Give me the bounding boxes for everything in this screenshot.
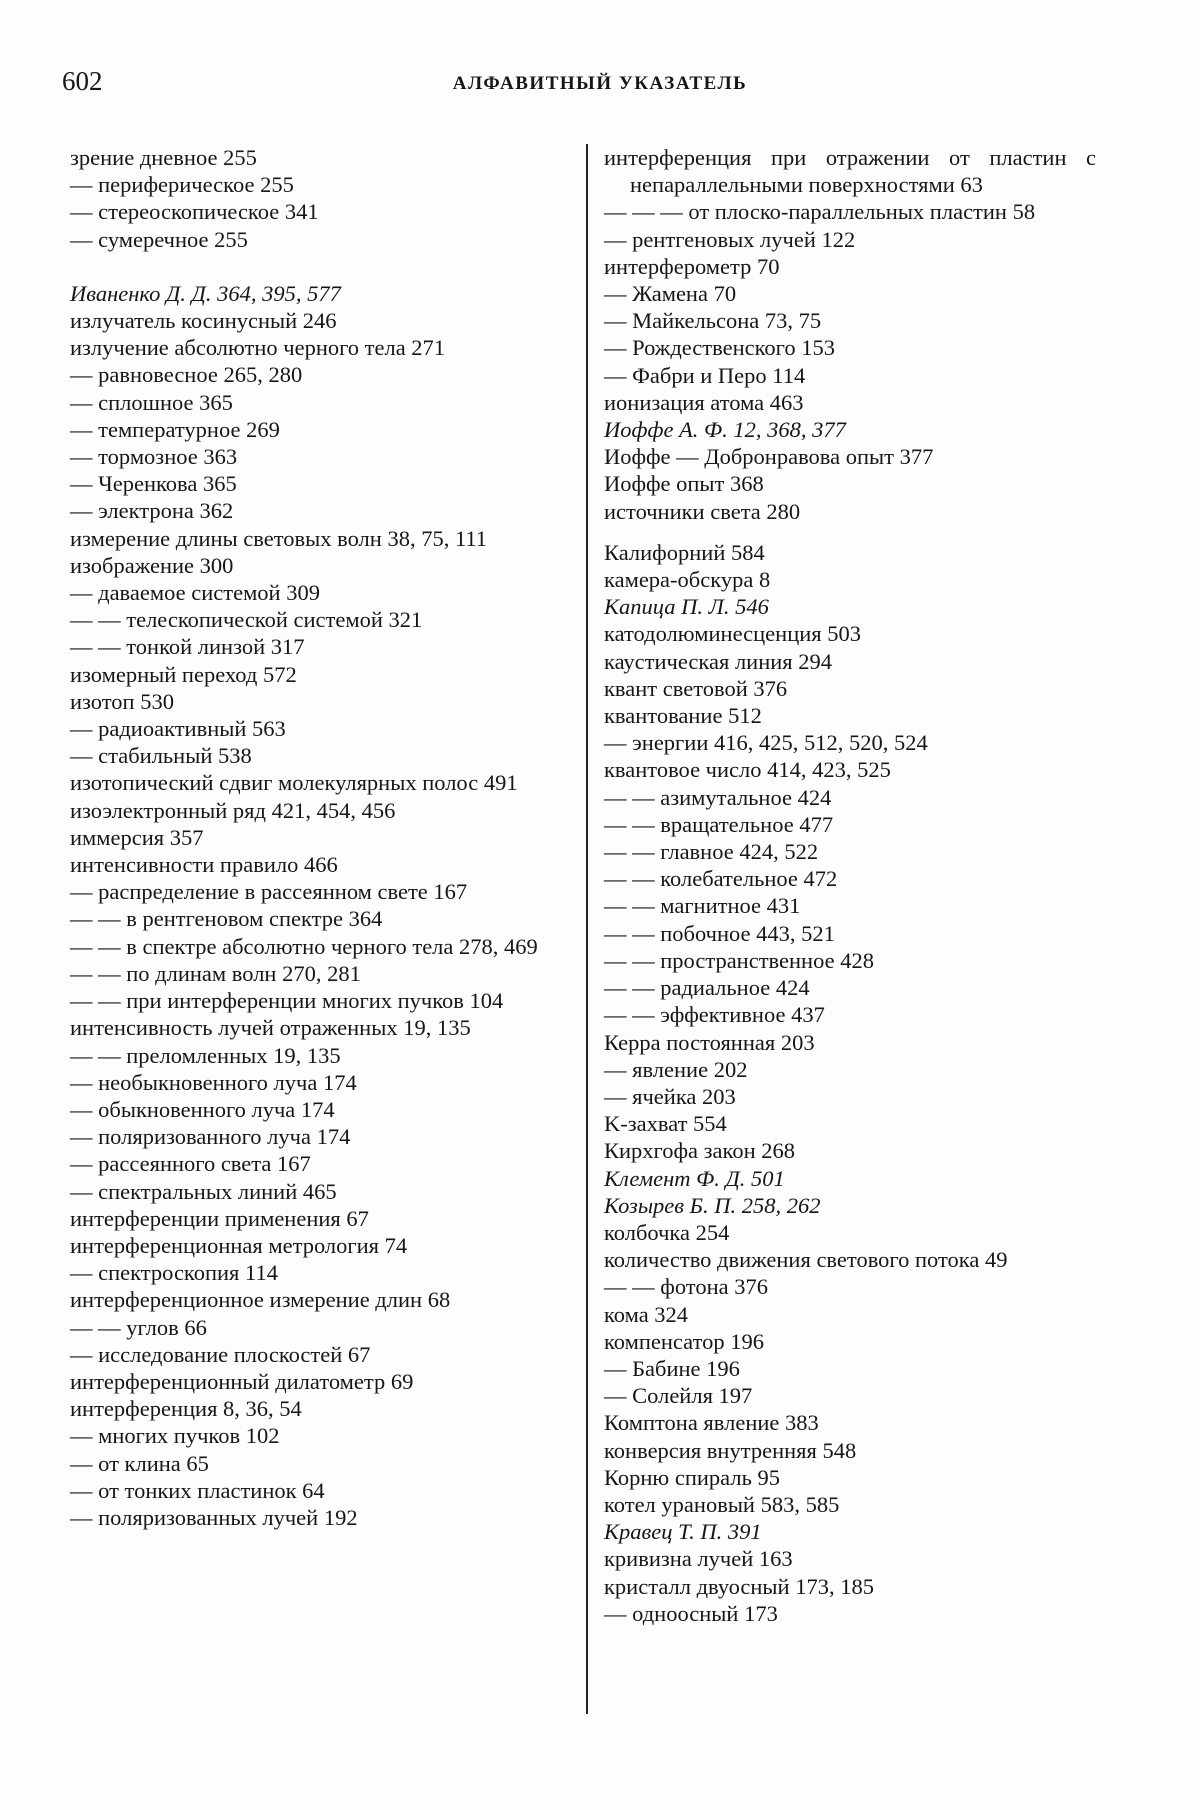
index-entry: интерференции применения 67	[70, 1205, 369, 1231]
index-entry: — от клина 65	[70, 1450, 209, 1476]
index-entry: Иоффе — Добронравова опыт 377	[604, 444, 934, 470]
index-entry: интенсивность лучей отраженных 19, 135	[70, 1015, 471, 1041]
index-entry: — стабильный 538	[70, 743, 252, 769]
index-entry: — спектральных линий 465	[70, 1178, 337, 1204]
index-entry: — даваемое системой 309	[70, 580, 320, 606]
index-entry: интерференция 8, 36, 54	[70, 1396, 302, 1422]
index-entry: Иоффе опыт 368	[604, 471, 764, 497]
index-entry: — распределение в рассеянном свете 167	[70, 879, 468, 905]
index-entry: квант световой 376	[604, 675, 788, 701]
index-entry: — — фотона 376	[604, 1274, 768, 1300]
index-entry: — обыкновенного луча 174	[70, 1096, 335, 1122]
index-entry-author: Иваненко Д. Д. 364, 395, 577	[70, 280, 341, 306]
index-entry: источники света 280	[604, 498, 801, 524]
index-entry: — ячейка 203	[604, 1083, 736, 1109]
column-divider	[586, 144, 588, 1714]
index-entry: — — в рентгеновом спектре 364	[70, 906, 383, 932]
index-entry: квантование 512	[604, 703, 762, 729]
index-entry: — Рождественского 153	[604, 335, 835, 361]
index-entry: — равновесное 265, 280	[70, 362, 303, 388]
index-entry: количество движения светового потока 49	[604, 1247, 1008, 1273]
index-entry: — рассеянного света 167	[70, 1151, 311, 1177]
index-entry: изотоп 530	[70, 688, 174, 714]
index-entry: — — побочное 443, 521	[604, 920, 835, 946]
index-entry: — — по длинам волн 270, 281	[70, 960, 361, 986]
index-entry: Калифорний 584	[604, 539, 765, 565]
index-entry: Кирхгофа закон 268	[604, 1138, 795, 1164]
index-entry: Комптона явление 383	[604, 1410, 819, 1436]
index-entry: — стереоскопическое 341	[70, 199, 319, 225]
index-entry: — исследование плоскостей 67	[70, 1341, 371, 1367]
index-entry: — одноосный 173	[604, 1600, 778, 1626]
index-entry: — периферическое 255	[70, 172, 294, 198]
index-entry: интерференционный дилатометр 69	[70, 1368, 414, 1394]
index-entry: — — при интерференции многих пучков 104	[70, 988, 504, 1014]
index-entry: интерференционное измерение длин 68	[70, 1287, 451, 1313]
index-entry: — многих пучков 102	[70, 1423, 280, 1449]
index-entry: K-захват 554	[604, 1111, 727, 1137]
index-entry: изображение 300	[70, 552, 234, 578]
index-entry: — Майкельсона 73, 75	[604, 308, 822, 334]
index-entry: компенсатор 196	[604, 1328, 764, 1354]
index-column-left	[70, 144, 568, 1531]
index-entry: — Бабине 196	[604, 1355, 740, 1381]
index-entry: — Черенкова 365	[70, 471, 237, 497]
index-entry: — — преломленных 19, 135	[70, 1042, 341, 1068]
index-entry: — явление 202	[604, 1056, 748, 1082]
index-entry: — — вращательное 477	[604, 811, 834, 837]
index-entry: Корню спираль 95	[604, 1464, 780, 1490]
index-entry: интерференционная метрология 74	[70, 1232, 408, 1258]
index-entry: — — — от плоско-параллельных пластин 58	[604, 199, 1036, 225]
index-entry: — необыкновенного луча 174	[70, 1069, 357, 1095]
index-entry: кристалл двуосный 173, 185	[604, 1573, 874, 1599]
index-entry: — Фабри и Перо 114	[604, 362, 806, 388]
index-entry: каустическая линия 294	[604, 648, 833, 674]
index-entry: — — магнитное 431	[604, 893, 801, 919]
running-head: АЛФАВИТНЫЙ УКАЗАТЕЛЬ	[452, 73, 748, 94]
index-entry: измерение длины световых волн 38, 75, 111	[70, 525, 488, 551]
index-entry: — сплошное 365	[70, 389, 233, 415]
index-entry: — — колебательное 472	[604, 866, 838, 892]
index-entry: — температурное 269	[70, 416, 280, 442]
index-entry: — Солейля 197	[604, 1383, 753, 1409]
index-entry: изотопический сдвиг молекулярных полос 491	[70, 770, 518, 796]
index-entry: кривизна лучей 163	[604, 1546, 793, 1572]
index-entry: — тормозное 363	[70, 444, 238, 470]
index-entry: — спектроскопия 114	[70, 1260, 278, 1286]
index-entry: — — радиальное 424	[604, 975, 810, 1001]
index-entry: — сумеречное 255	[70, 226, 248, 252]
index-entry-author: Кравец Т. П. 391	[604, 1519, 762, 1545]
index-entry: — — эффективное 437	[604, 1002, 825, 1028]
index-entry: изоэлектронный ряд 421, 454, 456	[70, 797, 396, 823]
index-entry: — — главное 424, 522	[604, 839, 819, 865]
index-entry: — поляризованного луча 174	[70, 1124, 351, 1150]
index-entry: — — азимутальное 424	[604, 784, 832, 810]
index-entry: — Жамена 70	[604, 281, 737, 307]
index-column-right	[604, 144, 1096, 1627]
index-entry-author: Козырев Б. П. 258, 262	[604, 1192, 821, 1218]
index-entry: квантовое число 414, 423, 525	[604, 757, 891, 783]
index-entry-author: Клемент Ф. Д. 501	[604, 1165, 785, 1191]
index-entry: — — телескопической системой 321	[70, 607, 423, 633]
index-entry-author: Иоффе А. Ф. 12, 368, 377	[604, 417, 846, 443]
index-entry: интенсивности правило 466	[70, 852, 338, 878]
index-entry: интерферометр 70	[604, 253, 780, 279]
index-entry: — — пространственное 428	[604, 947, 874, 973]
index-entry: — — углов 66	[70, 1314, 207, 1340]
index-entry: конверсия внутренняя 548	[604, 1437, 857, 1463]
index-entry-author: Капица П. Л. 546	[604, 594, 769, 620]
index-entry: — рентгеновых лучей 122	[604, 226, 856, 252]
index-entry: колбочка 254	[604, 1219, 730, 1245]
index-entry: — от тонких пластинок 64	[70, 1477, 325, 1503]
index-entry: катодолюминесценция 503	[604, 621, 862, 647]
index-entry: камера-обскура 8	[604, 567, 771, 593]
index-entry: излучатель косинусный 246	[70, 308, 337, 334]
index-entry: котел урановый 583, 585	[604, 1491, 840, 1517]
index-entry: — электрона 362	[70, 498, 234, 524]
index-entry: ионизация атома 463	[604, 389, 804, 415]
index-entry: изомерный переход 572	[70, 661, 297, 687]
index-entry: Керра постоянная 203	[604, 1029, 815, 1055]
page-number: 602	[62, 66, 103, 96]
index-entry: излучение абсолютно черного тела 271	[70, 335, 446, 361]
index-entry: — — в спектре абсолютно черного тела 278, 469	[70, 933, 538, 959]
index-entry: — поляризованных лучей 192	[70, 1504, 358, 1530]
index-entry: интерференция при отражении от пластин с непараллельными поверхностями 63	[604, 145, 1096, 198]
index-entry: иммерсия 357	[70, 824, 204, 850]
index-entry: — радиоактивный 563	[70, 716, 286, 742]
index-entry: — энергии 416, 425, 512, 520, 524	[604, 730, 928, 756]
index-entry: — — тонкой линзой 317	[70, 634, 305, 660]
index-entry: зрение дневное 255	[70, 145, 257, 170]
index-entry: кома 324	[604, 1301, 689, 1327]
